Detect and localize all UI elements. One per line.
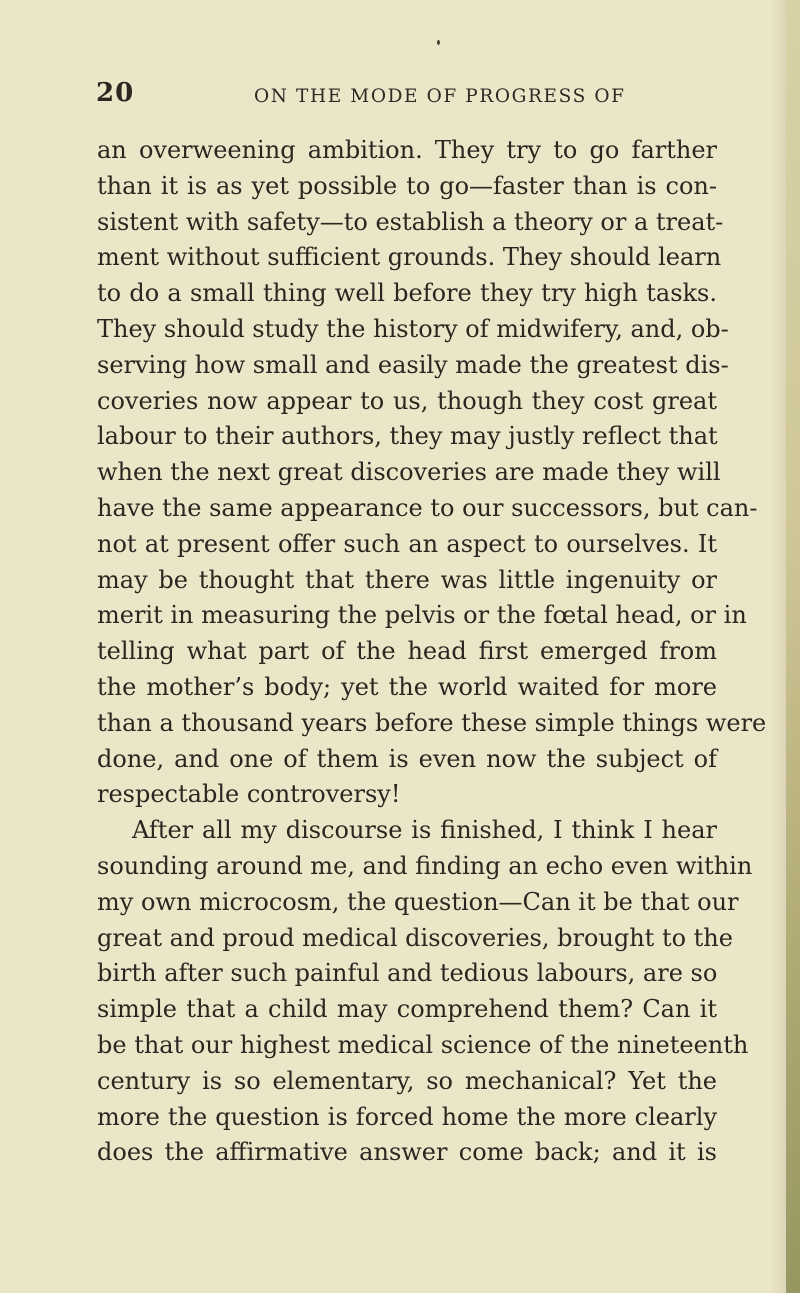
text-line: my own microcosm, the question—Can it be that our: [97, 887, 739, 916]
text-line: to do a small thing well before they try high tasks.: [97, 279, 717, 308]
text-line: They should study the history of midwifery, and, ob-: [97, 314, 729, 343]
text-line: sistent with safety—to establish a theory or a treat-: [97, 207, 724, 236]
page-edge-shadow: [786, 0, 800, 1293]
text-line: telling what part of the head first emerged from: [97, 637, 717, 666]
text-line: simple that a child may comprehend them? Can it: [97, 995, 717, 1024]
body-text: [97, 133, 767, 1171]
text-line: serving how small and easily made the greatest dis-: [97, 350, 729, 379]
text-line: After all my discourse is finished, I think I hear: [132, 816, 717, 845]
paragraph: [97, 813, 753, 1171]
text-line: when the next great discoveries are made they will: [97, 458, 721, 487]
text-line: respectable controversy!: [97, 780, 401, 809]
text-line: than a thousand years before these simple things were: [97, 708, 767, 737]
text-line: be that our highest medical science of the nineteenth: [97, 1030, 749, 1059]
running-head: ON THE MODE OF PROGRESS OF: [254, 86, 626, 107]
text-line: century is so elementary, so mechanical? Yet the: [97, 1066, 717, 1095]
text-line: the mother’s body; yet the world waited for more: [97, 672, 717, 701]
page-number: 20: [96, 78, 135, 108]
text-line: have the same appearance to our successors, but can-: [97, 493, 758, 522]
text-line: ment without sufficient grounds. They should learn: [97, 243, 722, 272]
text-line: birth after such painful and tedious labours, are so: [97, 959, 718, 988]
text-line: may be thought that there was little ingenuity or: [97, 565, 717, 594]
paragraph: [97, 133, 767, 813]
page-header: [96, 78, 736, 118]
text-line: coveries now appear to us, though they cost great: [97, 386, 717, 415]
text-line: than it is as yet possible to go—faster than is con-: [97, 171, 717, 200]
ink-speck: [437, 40, 440, 45]
text-line: an overweening ambition. They try to go farther: [97, 136, 717, 164]
text-line: does the affirmative answer come back; and it is: [97, 1138, 717, 1167]
text-line: done, and one of them is even now the subject of: [97, 744, 717, 773]
text-line: great and proud medical discoveries, brought to the: [97, 923, 733, 952]
text-line: labour to their authors, they may justly reflect that: [97, 422, 718, 451]
text-line: merit in measuring the pelvis or the fœtal head, or in: [97, 601, 747, 630]
text-line: more the question is forced home the more clearly: [97, 1102, 717, 1131]
text-line: not at present offer such an aspect to ourselves. It: [97, 529, 717, 558]
text-line: sounding around me, and finding an echo even within: [97, 851, 753, 880]
